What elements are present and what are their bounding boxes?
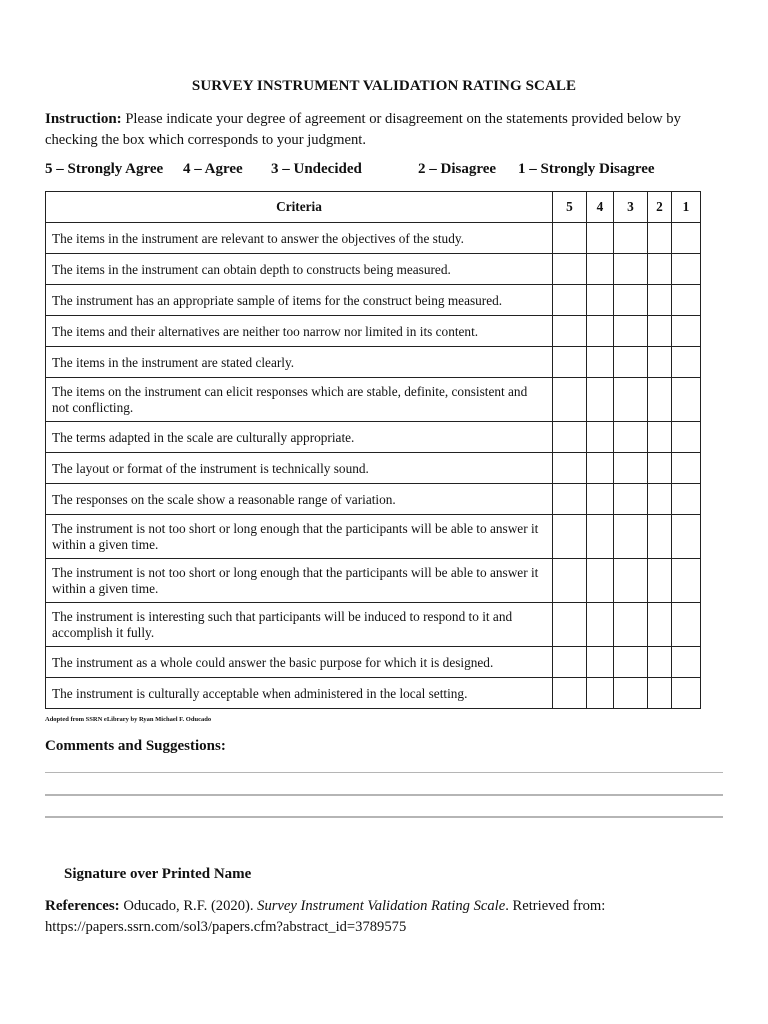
header-4: 4 <box>587 192 614 223</box>
rating-1-checkbox[interactable] <box>672 678 701 709</box>
rating-5-checkbox[interactable] <box>553 422 587 453</box>
rating-4-checkbox[interactable] <box>587 347 614 378</box>
rating-2-checkbox[interactable] <box>648 647 672 678</box>
page-title: SURVEY INSTRUMENT VALIDATION RATING SCALE <box>191 78 577 94</box>
rating-2-checkbox[interactable] <box>648 678 672 709</box>
rating-1-checkbox[interactable] <box>672 378 701 422</box>
rating-4-checkbox[interactable] <box>587 453 614 484</box>
rating-3-checkbox[interactable] <box>614 678 648 709</box>
rating-4-checkbox[interactable] <box>587 254 614 285</box>
rating-5-checkbox[interactable] <box>553 603 587 647</box>
criteria-cell: The layout or format of the instrument is technically sound. <box>46 453 553 484</box>
criteria-cell: The items in the instrument are stated clearly. <box>46 347 553 378</box>
rating-2-checkbox[interactable] <box>648 378 672 422</box>
references-title: Survey Instrument Validation Rating Scale <box>257 898 506 914</box>
rating-5-checkbox[interactable] <box>553 223 587 254</box>
rating-2-checkbox[interactable] <box>648 422 672 453</box>
rating-3-checkbox[interactable] <box>614 603 648 647</box>
table-row <box>46 378 701 422</box>
criteria-cell: The responses on the scale show a reasonable range of variation. <box>46 484 553 515</box>
rating-5-checkbox[interactable] <box>553 453 587 484</box>
table-row <box>46 647 701 678</box>
comment-line-2[interactable] <box>45 794 723 796</box>
rating-2-checkbox[interactable] <box>648 603 672 647</box>
rating-4-checkbox[interactable] <box>587 515 614 559</box>
instruction-label: Instruction: <box>45 111 122 127</box>
scale-legend-2: 2 – Disagree <box>418 161 497 177</box>
criteria-cell: The terms adapted in the scale are culturally appropriate. <box>46 422 553 453</box>
rating-4-checkbox[interactable] <box>587 316 614 347</box>
source-note: Adopted from SSRN eLibrary by Ryan Michael F. Oducado <box>45 716 212 723</box>
header-5: 5 <box>553 192 587 223</box>
rating-4-checkbox[interactable] <box>587 223 614 254</box>
scale-legend-4: 4 – Agree <box>183 161 243 177</box>
instruction-paragraph <box>45 109 705 151</box>
scale-legend-1: 1 – Strongly Disagree <box>518 161 655 177</box>
rating-5-checkbox[interactable] <box>553 484 587 515</box>
header-1: 1 <box>672 192 701 223</box>
rating-3-checkbox[interactable] <box>614 378 648 422</box>
rating-2-checkbox[interactable] <box>648 285 672 316</box>
rating-4-checkbox[interactable] <box>587 285 614 316</box>
rating-2-checkbox[interactable] <box>648 347 672 378</box>
rating-5-checkbox[interactable] <box>553 515 587 559</box>
rating-1-checkbox[interactable] <box>672 347 701 378</box>
instruction-text: Please indicate your degree of agreement or disagreement on the statements provided below by checking the box which corresponds to your judgment. <box>45 111 681 148</box>
rating-1-checkbox[interactable] <box>672 559 701 603</box>
rating-2-checkbox[interactable] <box>648 515 672 559</box>
table-row <box>46 422 701 453</box>
criteria-cell: The items on the instrument can elicit responses which are stable, definite, consistent and not conflicting. <box>46 378 553 422</box>
rating-3-checkbox[interactable] <box>614 484 648 515</box>
rating-4-checkbox[interactable] <box>587 484 614 515</box>
rating-5-checkbox[interactable] <box>553 378 587 422</box>
rating-table <box>45 191 701 709</box>
rating-5-checkbox[interactable] <box>553 254 587 285</box>
rating-5-checkbox[interactable] <box>553 285 587 316</box>
criteria-cell: The instrument is culturally acceptable when administered in the local setting. <box>46 678 553 709</box>
references <box>45 896 735 938</box>
rating-5-checkbox[interactable] <box>553 559 587 603</box>
rating-2-checkbox[interactable] <box>648 484 672 515</box>
references-label: References: <box>45 898 120 914</box>
rating-1-checkbox[interactable] <box>672 647 701 678</box>
table-row <box>46 678 701 709</box>
comments-title: Comments and Suggestions: <box>45 738 226 754</box>
rating-4-checkbox[interactable] <box>587 378 614 422</box>
rating-2-checkbox[interactable] <box>648 559 672 603</box>
rating-2-checkbox[interactable] <box>648 453 672 484</box>
criteria-cell: The instrument is interesting such that participants will be induced to respond to it and accomplish it fully. <box>46 603 553 647</box>
rating-1-checkbox[interactable] <box>672 484 701 515</box>
rating-3-checkbox[interactable] <box>614 559 648 603</box>
rating-4-checkbox[interactable] <box>587 678 614 709</box>
rating-1-checkbox[interactable] <box>672 453 701 484</box>
table-row <box>46 603 701 647</box>
rating-1-checkbox[interactable] <box>672 223 701 254</box>
criteria-cell: The items and their alternatives are neither too narrow nor limited in its content. <box>46 316 553 347</box>
rating-5-checkbox[interactable] <box>553 347 587 378</box>
rating-3-checkbox[interactable] <box>614 285 648 316</box>
table-row <box>46 484 701 515</box>
rating-3-checkbox[interactable] <box>614 347 648 378</box>
criteria-cell: The instrument as a whole could answer the basic purpose for which it is designed. <box>46 647 553 678</box>
rating-1-checkbox[interactable] <box>672 285 701 316</box>
header-3: 3 <box>614 192 648 223</box>
comment-line-3[interactable] <box>45 816 723 818</box>
rating-1-checkbox[interactable] <box>672 254 701 285</box>
rating-3-checkbox[interactable] <box>614 647 648 678</box>
rating-1-checkbox[interactable] <box>672 316 701 347</box>
rating-1-checkbox[interactable] <box>672 422 701 453</box>
references-text-before: Oducado, R.F. (2020). <box>119 898 258 914</box>
criteria-cell: The instrument is not too short or long enough that the participants will be able to answer it within a given time. <box>46 559 553 603</box>
scale-legend-5: 5 – Strongly Agree <box>45 161 164 177</box>
header-2: 2 <box>648 192 672 223</box>
table-row <box>46 559 701 603</box>
rating-4-checkbox[interactable] <box>587 422 614 453</box>
rating-3-checkbox[interactable] <box>614 453 648 484</box>
rating-2-checkbox[interactable] <box>648 316 672 347</box>
signature-label: Signature over Printed Name <box>64 866 252 882</box>
rating-3-checkbox[interactable] <box>614 223 648 254</box>
references-text-after: . Retrieved from: <box>505 898 606 914</box>
rating-5-checkbox[interactable] <box>553 316 587 347</box>
rating-2-checkbox[interactable] <box>648 223 672 254</box>
table-row <box>46 453 701 484</box>
table-row <box>46 347 701 378</box>
rating-1-checkbox[interactable] <box>672 603 701 647</box>
references-url[interactable]: https://papers.ssrn.com/sol3/papers.cfm?abstract_id=3789575 <box>45 919 407 935</box>
rating-3-checkbox[interactable] <box>614 515 648 559</box>
rating-4-checkbox[interactable] <box>587 647 614 678</box>
criteria-cell: The instrument has an appropriate sample of items for the construct being measured. <box>46 285 553 316</box>
table-row <box>46 285 701 316</box>
table-row <box>46 254 701 285</box>
criteria-cell: The items in the instrument can obtain depth to constructs being measured. <box>46 254 553 285</box>
rating-5-checkbox[interactable] <box>553 647 587 678</box>
scale-legend-3: 3 – Undecided <box>271 161 362 177</box>
rating-2-checkbox[interactable] <box>648 254 672 285</box>
header-criteria: Criteria <box>46 192 553 223</box>
criteria-cell: The instrument is not too short or long enough that the participants will be able to answer it within a given time. <box>46 515 553 559</box>
table-row <box>46 223 701 254</box>
table-row <box>46 316 701 347</box>
rating-3-checkbox[interactable] <box>614 422 648 453</box>
rating-1-checkbox[interactable] <box>672 515 701 559</box>
comment-line-1[interactable] <box>45 772 723 773</box>
table-row <box>46 515 701 559</box>
rating-3-checkbox[interactable] <box>614 254 648 285</box>
rating-4-checkbox[interactable] <box>587 603 614 647</box>
rating-5-checkbox[interactable] <box>553 678 587 709</box>
rating-3-checkbox[interactable] <box>614 316 648 347</box>
rating-4-checkbox[interactable] <box>587 559 614 603</box>
criteria-cell: The items in the instrument are relevant to answer the objectives of the study. <box>46 223 553 254</box>
table-header-row <box>46 192 701 223</box>
